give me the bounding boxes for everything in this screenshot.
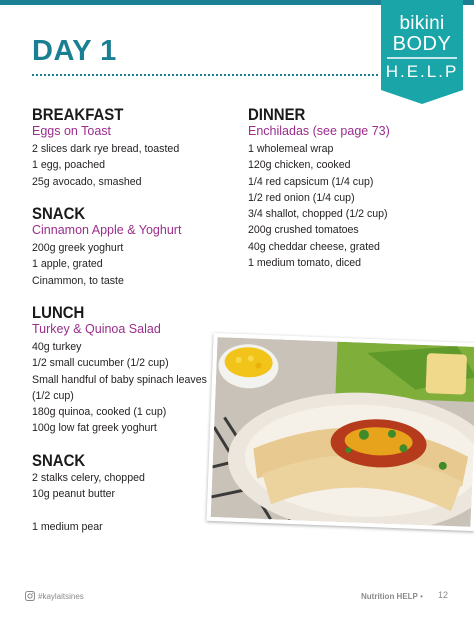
breakfast-item: 2 slices dark rye bread, toasted [32,143,180,155]
enchiladas-photo [206,333,474,531]
snack-item [32,503,145,519]
snack-heading: SNACK [32,204,86,223]
dinner-section [248,106,390,271]
snack-heading: SNACK [32,451,86,470]
dinner-item: 3/4 shallot, chopped (1/2 cup) [248,208,388,221]
lunch-item: 1/2 small cucumber (1/2 cup) [32,357,169,370]
lunch-item: 180g quinoa, cooked (1 cup) [32,406,167,419]
page-title: DAY 1 [32,35,117,67]
breakfast-item: 1 egg, poached [32,159,106,172]
logo-line-body: BODY [392,33,452,55]
dotted-divider [32,74,378,76]
lunch-item: Small handful of baby spinach leaves [32,373,207,386]
snack-section-2 [32,452,145,535]
dinner-item: 1 medium tomato, diced [248,257,362,270]
snack-item: 1 apple, grated [32,258,103,271]
instagram-handle: #kaylaitsines [38,592,84,601]
instagram-icon [25,591,35,601]
dinner-item: 200g crushed tomatoes [248,224,359,237]
dinner-item: 1 wholemeal wrap [248,143,334,155]
footer-section-name: Nutrition HELP [361,592,418,601]
snack-item: 1 medium pear [32,520,103,533]
page-number: 12 [438,590,449,600]
breakfast-heading: BREAKFAST [32,105,124,124]
snack-item: 2 stalks celery, chopped [32,472,145,484]
snack-item: Cinammon, to taste [32,274,124,287]
logo-line-bikini: bikini [399,13,445,34]
snack-meal-title: Cinnamon Apple & Yoghurt [32,223,182,237]
dinner-item: 120g chicken, cooked [248,159,351,172]
dinner-meal-title: Enchiladas (see page 73) [248,124,390,138]
snack-section-1 [32,205,181,289]
lunch-item: (1/2 cup) [32,389,74,402]
breakfast-item: 25g avocado, smashed [32,175,142,188]
snack-item: 10g peanut butter [32,488,116,501]
lunch-meal-title: Turkey & Quinoa Salad [32,322,161,336]
breakfast-section [32,106,179,190]
lunch-item: 100g low fat greek yoghurt [32,422,157,435]
dinner-heading: DINNER [248,105,306,124]
breakfast-meal-title: Eggs on Toast [32,124,111,138]
footer-bullet: • [420,592,423,601]
lunch-heading: LUNCH [32,303,85,322]
dinner-item: 1/2 red onion (1/4 cup) [248,191,355,204]
bikini-body-help-logo [381,0,463,104]
dinner-item: 1/4 red capsicum (1/4 cup) [248,175,374,188]
snack-item: 200g greek yoghurt [32,242,124,254]
footer-section-label [361,591,423,602]
lunch-section [32,304,207,437]
dinner-item: 40g cheddar cheese, grated [248,240,380,253]
lunch-item: 40g turkey [32,341,82,353]
logo-line-help: H.E.L.P [385,62,459,81]
